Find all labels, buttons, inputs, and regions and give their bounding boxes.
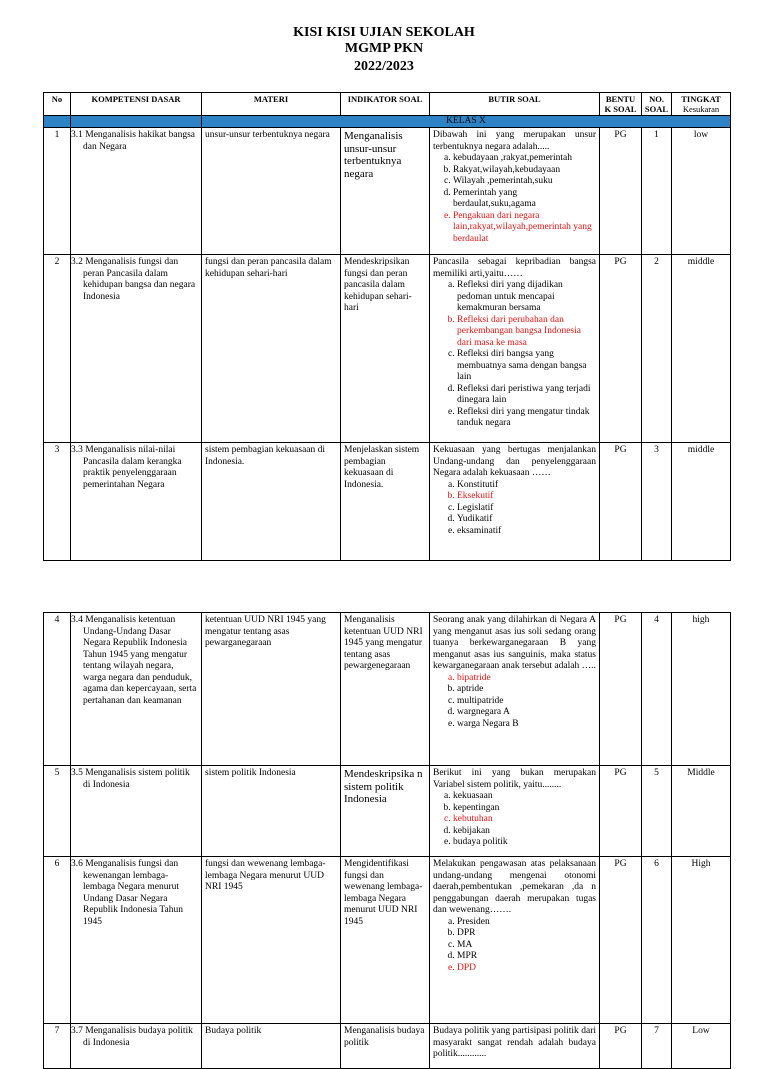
col-header-tingkat: TINGKAT Kesukaran	[672, 93, 731, 116]
option: a. Presiden	[457, 917, 596, 929]
option: d. Refleksi dari peristiwa yang terjadi dinegara lain	[457, 384, 596, 407]
question-text: Berikut ini yang bukan merupakan Variabel sistem politik, yaitu........	[433, 768, 596, 790]
table-header-row	[44, 93, 731, 116]
indikator-soal: Menganalisis unsur-unsur terbentuknya negara	[341, 128, 430, 255]
materi: sistem politik Indonesia	[202, 766, 341, 857]
bentuk-soal: PG	[600, 1024, 642, 1069]
row-number: 2	[44, 255, 71, 443]
table-row	[44, 613, 731, 766]
tingkat-kesukaran: high	[672, 613, 731, 766]
tingkat-kesukaran: Low	[672, 1024, 731, 1069]
butir-soal	[430, 255, 600, 443]
nomor-soal: 1	[642, 128, 672, 255]
option: d. kebijakan	[453, 826, 596, 838]
kompetensi-dasar: 3.3 Menganalisis nilai-nilai Pancasila dalam kerangka praktik penyelenggaraan pemerintahan Negara	[71, 443, 202, 561]
answer-option: a. bipatride	[457, 673, 596, 685]
nomor-soal: 3	[642, 443, 672, 561]
bentuk-soal: PG	[600, 613, 642, 766]
table-row	[44, 128, 731, 255]
materi: unsur-unsur terbentuknya negara	[202, 128, 341, 255]
kompetensi-dasar: 3.5 Menganalisis sistem politik di Indonesia	[71, 766, 202, 857]
option-list	[433, 153, 596, 245]
row-number: 6	[44, 857, 71, 1024]
option: c. MA	[457, 940, 596, 952]
row-number: 3	[44, 443, 71, 561]
answer-option: b. Eksekutif	[457, 491, 596, 503]
question-text: Melakukan pengawasan atas pelaksanaan undang-undang mengenai otonomi daerah,pembentukan ,pemekaran ,da n penggabungan daerah merupakan tugas dan wewenang…….	[433, 859, 596, 915]
table-row	[44, 857, 731, 1024]
kompetensi-dasar: 3.1 Menganalisis hakikat bangsa dan Negara	[71, 128, 202, 255]
option: b. aptride	[457, 684, 596, 696]
answer-option: b. Refleksi dari perubahan dan perkembangan bangsa Indonesia dari masa ke masa	[457, 315, 596, 350]
kompetensi-dasar: 3.7 Menganalisis budaya politik di Indonesia	[71, 1024, 202, 1069]
indikator-soal: Mendeskripsika n sistem politik Indonesia	[341, 766, 430, 857]
row-number: 4	[44, 613, 71, 766]
nomor-soal: 5	[642, 766, 672, 857]
kisi-table-page-1	[43, 92, 731, 561]
kelas-label: KELAS X	[202, 116, 731, 128]
tingkat-kesukaran: Middle	[672, 766, 731, 857]
option: c. Wilayah ,pemerintah,suku	[453, 176, 596, 188]
option-list	[433, 791, 596, 849]
kompetensi-dasar: 3.4 Menganalisis ketentuan Undang-Undang Dasar Negara Republik Indonesia Tahun 1945 yang mengatur tentang wilayah negara, warga negara dan penduduk, agama dan kepercayaan, serta pertahanan dan keamanan	[71, 613, 202, 766]
tingkat-kesukaran: low	[672, 128, 731, 255]
butir-soal	[430, 766, 600, 857]
option: c. Legislatif	[457, 503, 596, 515]
nomor-soal: 2	[642, 255, 672, 443]
option: c. multipatride	[457, 696, 596, 708]
indikator-soal: Menjelaskan sistem pembagian kekuasaan di Indonesia.	[341, 443, 430, 561]
option: a. Konstitutif	[457, 480, 596, 492]
option: b. Rakyat,wilayah,kebudayaan	[453, 165, 596, 177]
question-text: Pancasila sebagai kepribadian bangsa memiliki arti,yaitu……	[433, 257, 596, 279]
doc-subtitle: MGMP PKN	[344, 41, 424, 56]
doc-title: KISI KISI UJIAN SEKOLAH	[293, 25, 475, 40]
option: a. kebudayaan ,rakyat,pemerintah	[453, 153, 596, 165]
option-list	[433, 280, 596, 430]
materi: fungsi dan peran pancasila dalam kehidupan sehari-hari	[202, 255, 341, 443]
option: e. Refleksi diri yang mengatur tindak tanduk negara	[457, 407, 596, 430]
bentuk-soal: PG	[600, 857, 642, 1024]
butir-soal	[430, 1024, 600, 1069]
col-header-no: No	[44, 93, 71, 116]
option-list	[433, 917, 596, 975]
option: d. Pemerintah yang berdaulat,suku,agama	[453, 188, 596, 211]
question-text: Kekuasaan yang bertugas menjalankan Undang-undang dan penyelenggaraan Negara adalah kekuasaan ……	[433, 445, 596, 478]
bentuk-soal: PG	[600, 443, 642, 561]
option: e. eksaminatif	[457, 526, 596, 538]
kisi-table-page-2	[43, 612, 731, 1069]
col-header-materi: MATERI	[202, 93, 341, 116]
col-header-nosoal: NO. SOAL	[642, 93, 672, 116]
tingkat-kesukaran: middle	[672, 443, 731, 561]
table-row	[44, 1024, 731, 1069]
answer-option: e. Pengakuan dari negara lain,rakyat,wilayah,pemerintah yang berdaulat	[453, 211, 596, 246]
option: e. budaya politik	[453, 837, 596, 849]
indikator-soal: Menganalisis budaya politik	[341, 1024, 430, 1069]
materi: fungsi dan wewenang lembaga-lembaga Negara menurut UUD NRI 1945	[202, 857, 341, 1024]
col-header-butir: BUTIR SOAL	[430, 93, 600, 116]
option: b. DPR	[457, 928, 596, 940]
option: a. Refleksi diri yang dijadikan pedoman untuk mencapai kemakmuran bersama	[457, 280, 596, 315]
butir-soal	[430, 443, 600, 561]
butir-soal	[430, 857, 600, 1024]
bentuk-soal: PG	[600, 766, 642, 857]
question-text: Budaya politik yang partisipasi politik dari masyarakt sangat rendah adalah budaya politik............	[433, 1026, 596, 1059]
nomor-soal: 6	[642, 857, 672, 1024]
table-row	[44, 443, 731, 561]
col-header-kd: KOMPETENSI DASAR	[71, 93, 202, 116]
indikator-soal: Mengidentifikasi fungsi dan wewenang lembaga-lembaga Negara menurut UUD NRI 1945	[341, 857, 430, 1024]
indikator-soal: Menganalisis ketentuan UUD NRI 1945 yang mengatur tentang asas pewargenegaraan	[341, 613, 430, 766]
nomor-soal: 7	[642, 1024, 672, 1069]
answer-option: e. DPD	[457, 963, 596, 975]
row-number: 7	[44, 1024, 71, 1069]
option-list	[433, 480, 596, 538]
question-text: Seorang anak yang dilahirkan di Negara A yang menganut asas ius soli sedang orang tuanya berkewarganegaraan B yang menganut asas ius sanguinis, maka status kewarganegaraan anak tersebut adalah …..	[433, 615, 596, 671]
indikator-soal: Mendeskripsikan fungsi dan peran pancasila dalam kehidupan sehari-hari	[341, 255, 430, 443]
kompetensi-dasar: 3.2 Menganalisis fungsi dan peran Pancasila dalam kehidupan bangsa dan negara Indonesia	[71, 255, 202, 443]
col-header-indikator: INDIKATOR SOAL	[341, 93, 430, 116]
table-row	[44, 766, 731, 857]
option: e. warga Negara B	[457, 719, 596, 731]
answer-option: c. kebutuhan	[453, 814, 596, 826]
tingkat-kesukaran: middle	[672, 255, 731, 443]
materi: Budaya politik	[202, 1024, 341, 1069]
doc-year: 2022/2023	[354, 59, 414, 74]
table-row	[44, 255, 731, 443]
option: a. kekuasaan	[453, 791, 596, 803]
option: d. wargnegara A	[457, 707, 596, 719]
option: d. Yudikatif	[457, 514, 596, 526]
col-header-bentuk: BENTU K SOAL	[600, 93, 642, 116]
materi: sistem pembagian kekuasaan di Indonesia.	[202, 443, 341, 561]
materi: ketentuan UUD NRI 1945 yang mengatur tentang asas pewarganegaraan	[202, 613, 341, 766]
nomor-soal: 4	[642, 613, 672, 766]
kelas-band-row	[44, 116, 731, 128]
option: d. MPR	[457, 951, 596, 963]
row-number: 1	[44, 128, 71, 255]
bentuk-soal: PG	[600, 128, 642, 255]
bentuk-soal: PG	[600, 255, 642, 443]
butir-soal	[430, 613, 600, 766]
tingkat-kesukaran: High	[672, 857, 731, 1024]
row-number: 5	[44, 766, 71, 857]
option-list	[433, 673, 596, 731]
kompetensi-dasar: 3.6 Menganalisis fungsi dan kewenangan lembaga-lembaga Negara menurut Undang Dasar Negara Republik Indonesia Tahun 1945	[71, 857, 202, 1024]
option: c. Refleksi diri bangsa yang membuatnya sama dengan bangsa lain	[457, 349, 596, 384]
question-text: Dibawah ini yang merupakan unsur terbentuknya negara adalah.....	[433, 130, 596, 152]
option: b. kepentingan	[453, 803, 596, 815]
butir-soal	[430, 128, 600, 255]
